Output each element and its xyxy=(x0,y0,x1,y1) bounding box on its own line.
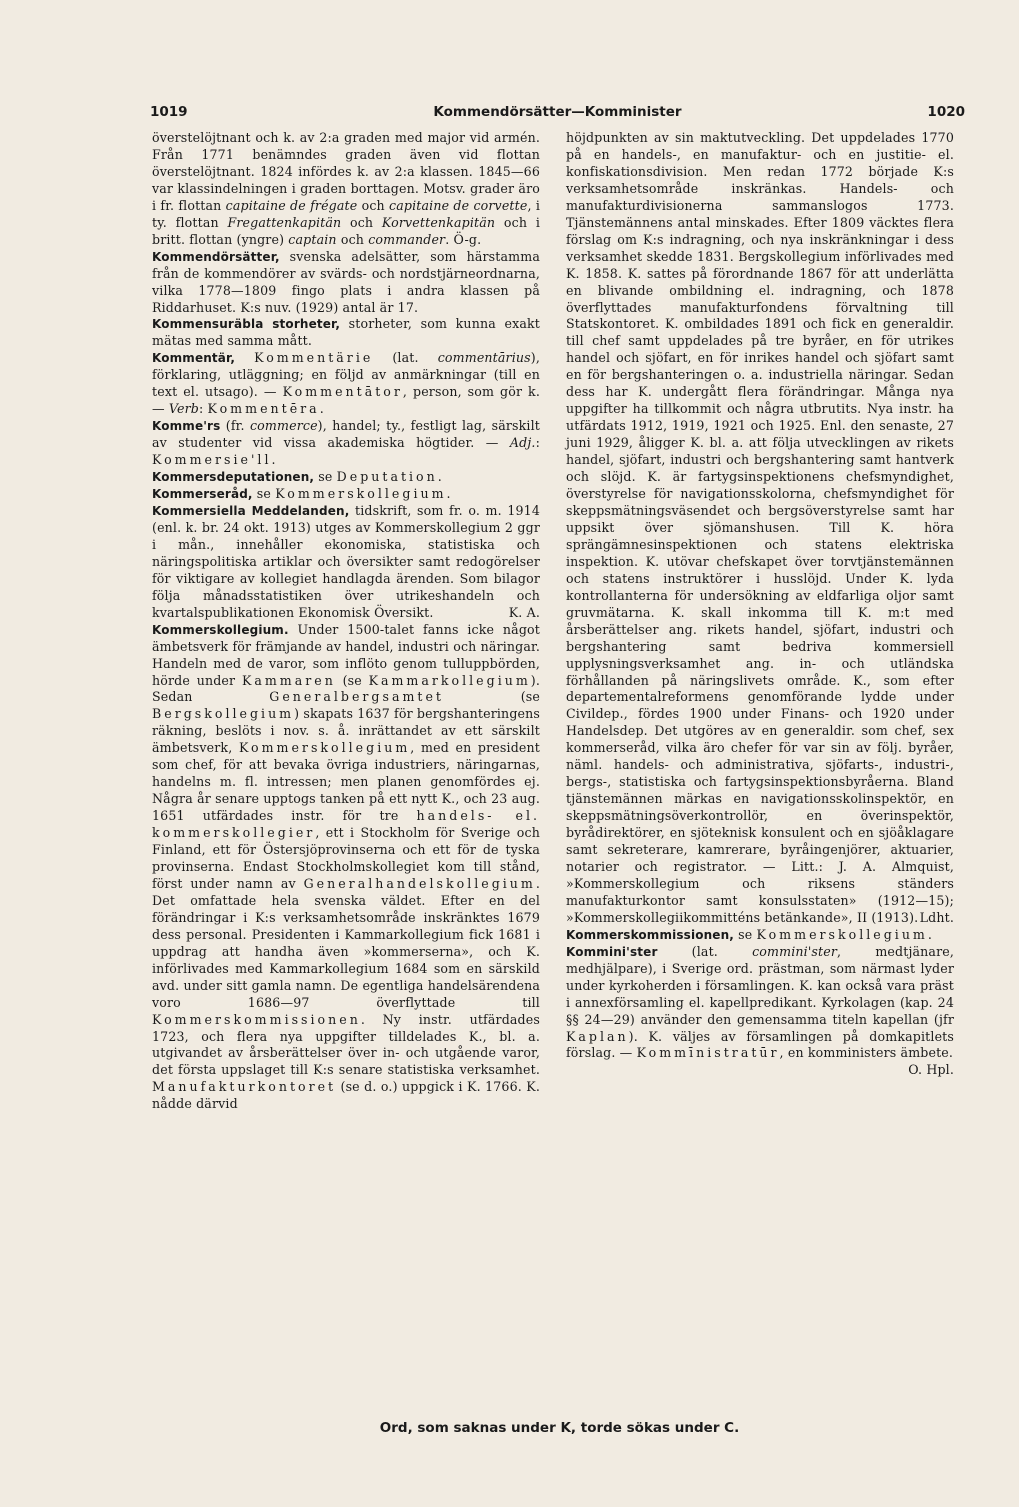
entry-kommerskollegium: Kommerskollegium. Under 1500-talet fanns icke något ämbetsverk för främjande av handel, industri och näringar. Handeln med de varor, som inflöto genom tulluppbörden, hörde under Kammaren (se Kammarkollegium). Sedan Generalbergsamtet (se Bergskollegium) skapats 1637 för bergshanteringens räkning, beslöts i nov. s. å. inrättandet av ett särskilt ämbetsverk, Kommerskollegium, med en president som chef, för att bevaka övriga industriers, näringarnas, handelns m. fl. intressen; men planen genomfördes ej. Några år senare upptogs tanken på ett nytt K., och 23 aug. 1651 utfärdades instr. för tre handels- el. kommerskollegier, ett i Stockholm för Sverige och Finland, ett för Östersjöprovinserna och ett för de tyska provinserna. Endast Stockholmskollegiet kom till stånd, först under namn av Generalhandelskollegium. Det omfattade hela svenska väldet. Efter en del förändringar i K:s verksamhetsområde inskränktes 1679 dess personal. Presidenten i Kammarkollegium fick 1681 i uppdrag att handha även »kommerserna», och K. införlivades med Kammarkollegium 1684 som en särskild avd. under sitt gamla namn. De egentliga handelsärendena voro 1686—97 överflyttade till Kommerskommissionen. Ny instr. utfärdades 1723, och flera nya uppgifter tilldelades K., bl. a. utgivandet av årsberättelser över in- och utgående varor, det första uppslaget till K:s senare statistiska verksamhet. Manufakturkontoret (se d. o.) uppgick i K. 1766. K. nådde därvid xyxy=(152,621,541,1112)
running-title: Kommendörsätter—Komminister xyxy=(433,104,682,120)
entry-kommersiella-meddelanden: Kommersiella Meddelanden, tidskrift, som fr. o. m. 1914 (enl. k. br. 24 okt. 1913) utges av Kommerskollegium 2 ggr i mån., innehåller ekonomiska, statistiska och näringspolitiska artiklar och översikter samt redogörelser för viktigare av kollegiet handlagda ärenden. Som bilagor följa månadsstatistiken över utrikeshandeln och kvartalspublikationen Ekonomisk Översikt. K. A. xyxy=(152,502,541,620)
headword: Kommendörsätter, xyxy=(152,249,280,264)
headword: Komme'rs xyxy=(152,419,221,434)
headword: Kommersdeputationen, xyxy=(152,470,315,485)
entry-kommendorsatter: Kommendörsätter, svenska adelsätter, som härstamma från de kommendörer av svärds- och nordstjärneordnarna, vilka 1778—1809 fingo plats i andra klassen på Riddarhuset. K:s nuv. (1929) antal är 17. xyxy=(152,248,540,315)
author-signature: K. A. xyxy=(508,604,540,620)
entry-kommerskommissionen: Kommerskommissionen, se Kommerskollegium. xyxy=(566,926,933,942)
page-number-left: 1019 xyxy=(150,104,188,120)
page-footer-note: Ord, som saknas under K, torde sökas under C. xyxy=(379,1420,740,1436)
right-column xyxy=(566,130,954,1079)
headword: Kommini'ster xyxy=(566,944,658,959)
headword: Kommerseråd, xyxy=(152,487,253,502)
page-header xyxy=(150,104,965,128)
page-number-right: 1020 xyxy=(927,104,965,120)
headword: Kommerskommissionen, xyxy=(566,927,734,942)
entry-komminister: Kommini'ster (lat. commini'ster, medtjänare, medhjälpare), i Sverige ord. prästman, som närmast lyder under kyrkoherden i församlingen. K. kan också vara präst i annexförsamling el. kapellpredikant. Kyrkolagen (kap. 24 §§ 24—29) använder den gemensamma titeln kapellan (jfr Kaplan). K. väljes av församlingen på domkapitlets förslag. — Kommīnistratūr, en komministers ämbete. O. Hpl. xyxy=(566,943,954,1078)
entry-kommerskollegium-continued: höjdpunkten av sin maktutveckling. Det uppdelades 1770 på en handels-, en manufaktur- och en justitie- el. konfiskationsdivision. Men redan 1772 började K:s verksamhetsområde inskränkas. Handels- och manufakturdivisionerna sammanslogos 1773. Tjänstemännens antal minskades. Efter 1809 väcktes flera förslag om K:s indragning, och nya inskränkningar i dess verksamhet skedde 1831. Bergskollegium införlivades med K. 1858. K. sattes på förordnande 1867 för att underlätta en blivande ombildning el. indragning, och 1878 överflyttades manufakturfondens förvaltning till Statskontoret. K. ombildades 1891 och fick en generaldir. till chef samt uppdelades på tre byråer, en för utrikes handel och sjöfart, en för inrikes handel och sjöfart samt en för bergshanteringen o. a. industriella näringar. Sedan dess har K. undergått flera förändringar. Många nya uppgifter ha tillkommit och några utbrutits. Nya instr. ha utfärdats 1912, 1919, 1921 och 1925. Enl. den senaste, 27 juni 1929, åligger K. bl. a. att följa utvecklingen av rikets handel, sjöfart, industri och bergshantering samt hantverk och slöjd. K. är fartygsinspektionens chefsmyndighet, överstyrelse för navigationsskolorna, chefsmyndighet för skeppsmätningsväsendet och bergsöverstyrelse samt har uppsikt över sjömanshusen. Till K. höra sprängämnesinspektionen och statens elektriska inspektion. K. utövar chefskapet över torvtjänstemännen och statens instruktörer i husslöjd. Under K. lyda kontrollanterna för undersökning av eldfarliga oljor samt gruvmätarna. K. skall inkomma till K. m:t med årsberättelser ang. rikets handel, sjöfart, industri och bergshantering samt bedriva kommersiell upplysningsverksamhet ang. in- och utländska förhållanden på näringslivets område. K., som efter departementalreformens genomförande lydde under Civildep., fördes 1900 under Finans- och 1920 under Handelsdep. Det utgöres av en generaldir. som chef, sex kommerseråd, vilka äro chefer för var sin av följ. byråer, näml. handels- och administrativa, sjöfarts-, industri-, bergs-, statistiska och fartygsinspektionsbyråerna. Bland tjänstemännen märkas en navigationsskolinspektör, en skeppsmätningsöverkontrollör, en överinspektör, byrådirektörer, en sjöteknisk konsulent och en sjöåklagare samt sekreterare, kamrerare, byråingenjörer, aktuarier, notarier och registrator. — Litt.: J. A. Almquist, »Kommerskollegium och riksens ständers manufakturkontor samt konsulsstaten» (1912—15); »Kommerskollegiikommitténs betänkande», II (1913). Ldht. xyxy=(566,130,954,925)
author-signature: Ldht. xyxy=(919,909,954,925)
headword: Kommersiella Meddelanden, xyxy=(152,503,350,518)
headword: Kommensuräbla storheter, xyxy=(152,317,341,332)
entry-kommensurabla: Kommensuräbla storheter, storheter, som kunna exakt mätas med samma mått. xyxy=(152,316,540,349)
left-column xyxy=(152,130,540,1113)
entry-kommerserad: Kommerseråd, se Kommerskollegium. xyxy=(152,486,451,502)
author-signature: O. Hpl. xyxy=(908,1062,954,1078)
entry-kommers: Komme'rs (fr. commerce), handel; ty., festligt lag, särskilt av studenter vid vissa akademiska högtider. — Adj.: Kommersie'll. xyxy=(152,418,540,468)
entry-kommersdeputationen: Kommersdeputationen, se Deputation. xyxy=(152,469,442,485)
headword: Kommerskollegium. xyxy=(152,622,289,637)
entry-kommendor-continued: överstelöjtnant och k. av 2:a graden med major vid armén. Från 1771 benämndes graden även vid flottan överstelöjtnant. 1824 infördes k. av 2:a klassen. 1845—66 var klassindelningen i graden borttagen. Motsv. grader äro i fr. flottan capitaine de frégate och capitaine de corvette, i ty. flottan Fregattenkapitän och Korvettenkapitän och i britt. flottan (yngre) captain och commander. Ö-g. xyxy=(152,130,541,247)
entry-kommentar: Kommentär, Kommentärie (lat. commentārius), förklaring, utläggning; en följd av anmärkningar (till en text el. utsago). — Kommentātor, person, som gör k. — Verb: Kommentēra. xyxy=(152,350,540,417)
headword: Kommentär, xyxy=(152,351,236,366)
